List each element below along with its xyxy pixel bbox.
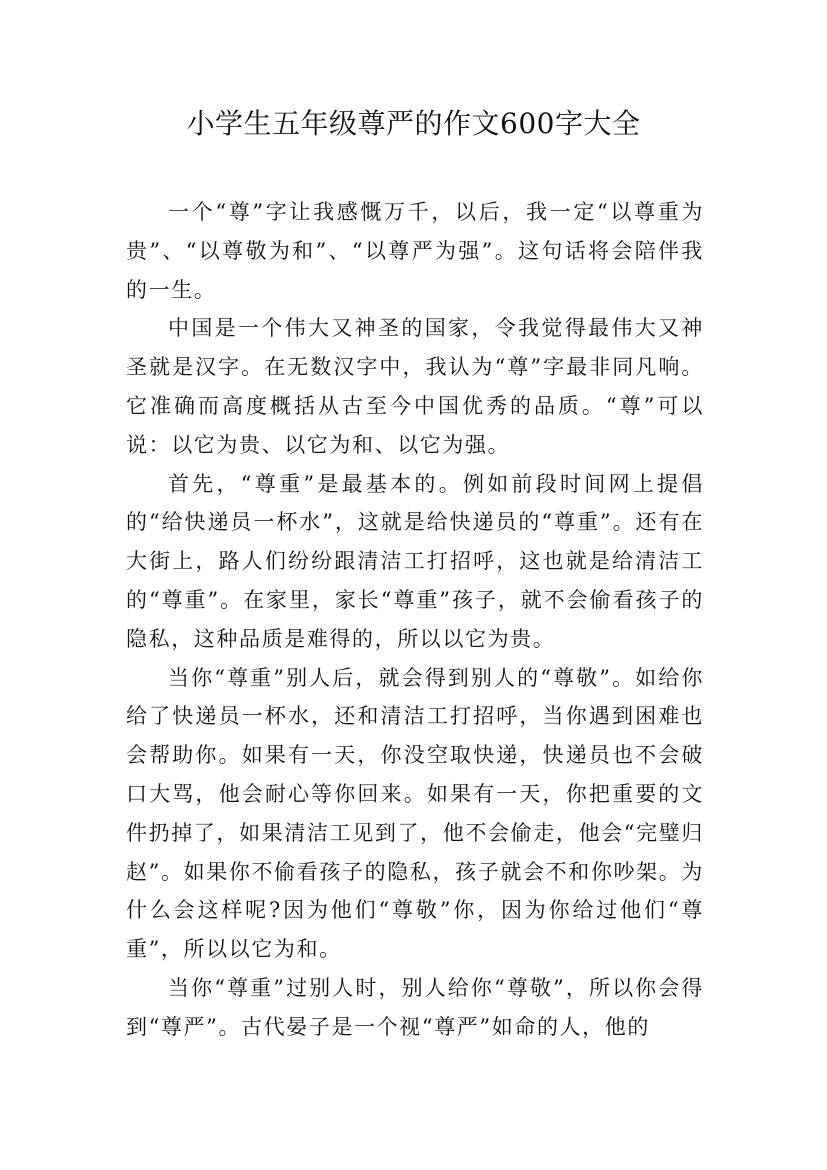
paragraph: 首先，“尊重”是最基本的。例如前段时间网上提倡的“给快递员一杯水”，这就是给快递员的“尊重”。还有在大街上，路人们纷纷跟清洁工打招呼，这也就是给清洁工的“尊重”。在家里，家长“尊重”孩子，就不会偷看孩子的隐私，这种品质是难得的，所以以它为贵。 (126, 471, 704, 651)
paragraph: 当你“尊重”过别人时，别人给你“尊敬”，所以你会得到“尊严”。古代晏子是一个视“尊严”如命的人，他的 (126, 975, 704, 1039)
document-body (126, 193, 704, 1047)
paragraph: 中国是一个伟大又神圣的国家，令我觉得最伟大又神圣就是汉字。在无数汉字中，我认为“尊”字最非同凡响。它准确而高度概括从古至今中国优秀的品质。“尊”可以说：以它为贵、以它为和、以它为强。 (126, 316, 704, 457)
paragraph: 当你“尊重”别人后，就会得到别人的“尊敬”。如给你给了快递员一杯水，还和清洁工打招呼，当你遇到困难也会帮助你。如果有一天，你没空取快递，快递员也不会破口大骂，他会耐心等你回来。如果有一天，你把重要的文件扔掉了，如果清洁工见到了，他不会偷走，他会“完璧归赵”。如果你不偷看孩子的隐私，孩子就会不和你吵架。为什么会这样呢?因为他们“尊敬”你，因为你给过他们“尊重”，所以以它为和。 (126, 665, 704, 962)
document-title: 小学生五年级尊严的作文600字大全 (186, 107, 641, 140)
paragraph: 一个“尊”字让我感慨万千，以后，我一定“以尊重为贵”、“以尊敬为和”、“以尊严为强”。这句话将会陪伴我的一生。 (126, 200, 704, 302)
